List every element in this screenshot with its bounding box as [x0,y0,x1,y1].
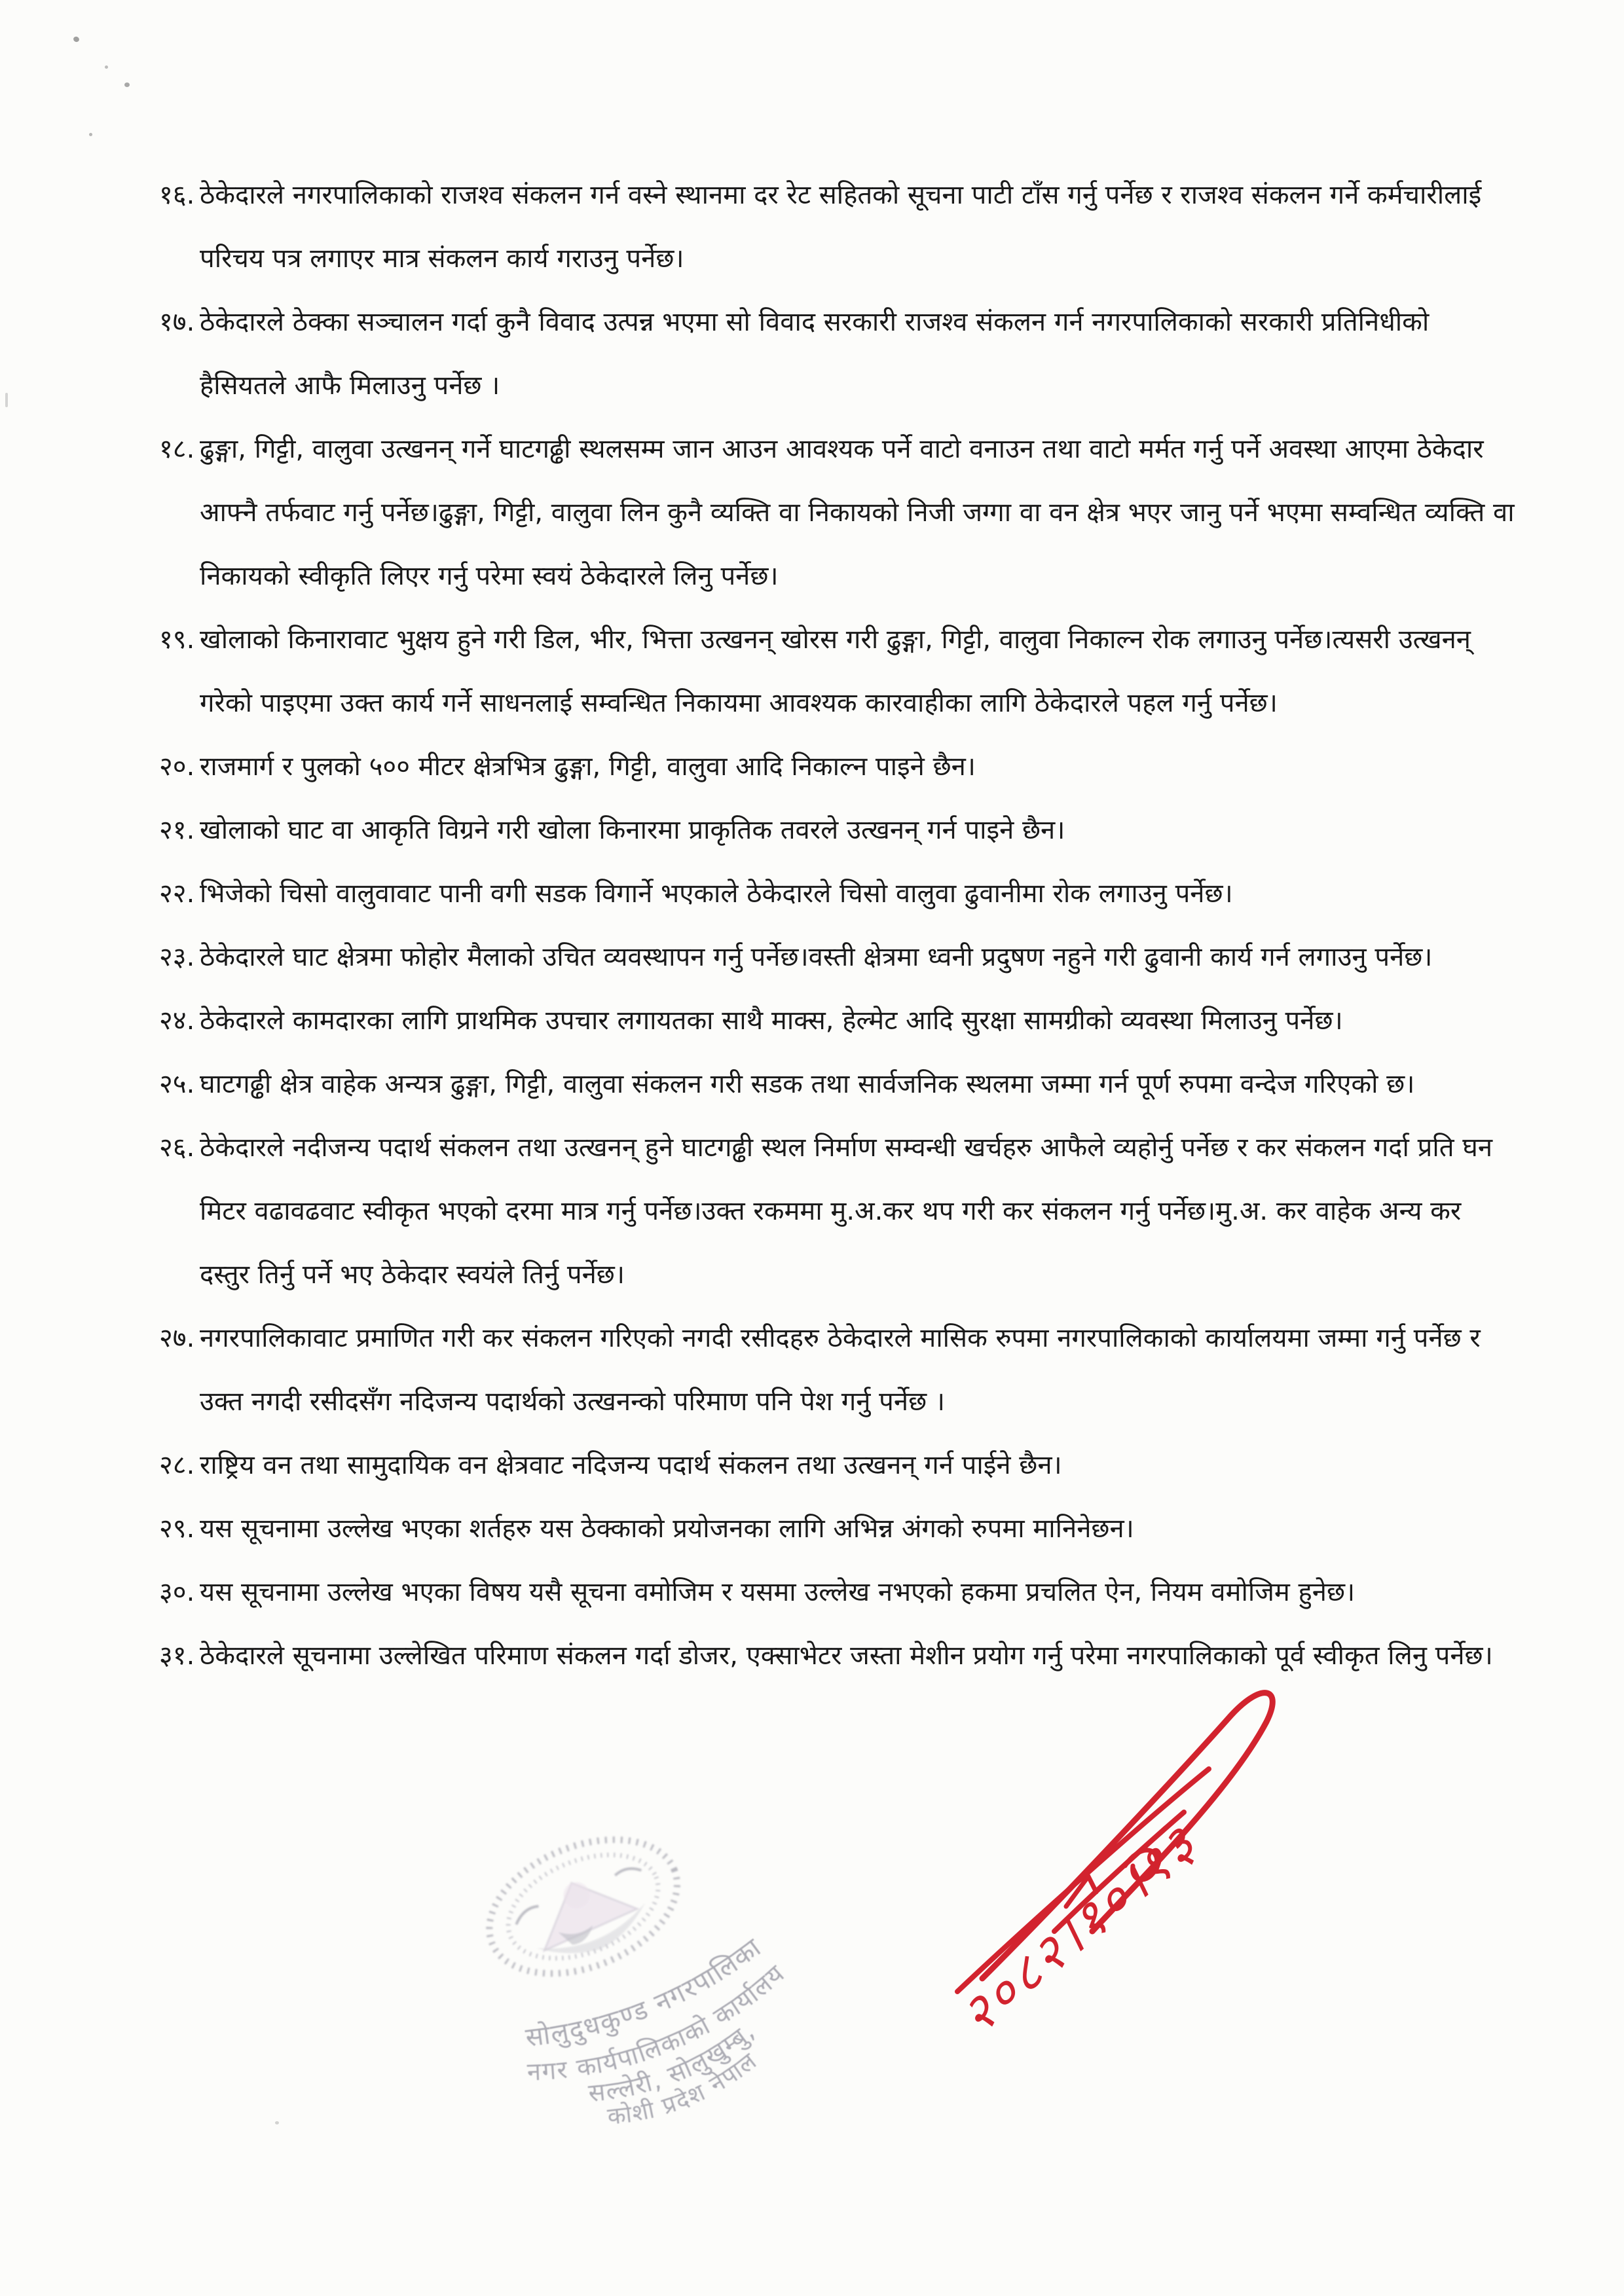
signature-block [917,1650,1297,2069]
item-text: खोलाको किनारावाट भुक्षय हुने गरी डिल, भीर, भित्ता उत्खनन् खोरस गरी ढुङ्गा, गिट्टी, वालुवा निकाल्न रोक लगाउनु पर्नेछ।त्यसरी उत्खनन् गरेको पाइएमा उक्त कार्य गर्ने साधनलाई सम्वन्धित निकायमा आवश्यक कारवाहीका लागि ठेकेदारले पहल गर्नु पर्नेछ। [200,625,1471,718]
scan-speck [73,35,81,43]
item-text: भिजेको चिसो वालुवावाट पानी वगी सडक विगार्ने भएकाले ठेकेदारले चिसो वालुवा ढुवानीमा रोक लगाउनु पर्नेछ। [200,879,1233,909]
item-number: १९. [159,625,195,655]
item-text: यस सूचनामा उल्लेख भएका विषय यसै सूचना वमोजिम र यसमा उल्लेख नभएको हकमा प्रचलित ऐन, नियम वमोजिम हुनेछ। [200,1577,1356,1607]
item-text: ठेकेदारले कामदारका लागि प्राथमिक उपचार लगायतका साथै माक्स, हेल्मेट आदि सुरक्षा सामग्रीको व्यवस्था मिलाउनु पर्नेछ। [200,1006,1343,1036]
scan-speck [89,133,92,136]
scan-speck [105,65,108,69]
item-number: २७. [159,1323,195,1353]
list-item [159,164,1516,291]
stamp-arc-text: नगर कार्यपालिकाको कार्यालय [526,1958,791,2086]
item-number: २१. [159,815,195,845]
item-text: ठेकेदारले घाट क्षेत्रमा फोहोर मैलाको उचित व्यवस्थापन गर्नु पर्नेछ।वस्ती क्षेत्रमा ध्वनी प्रदुषण नहुने गरी ढुवानी कार्य गर्न लगाउनु पर्नेछ। [200,942,1433,972]
item-text: खोलाको घाट वा आकृति विग्रने गरी खोला किनारमा प्राकृतिक तवरले उत्खनन् गर्न पाइने छैन। [200,815,1065,845]
list-item [159,926,1516,989]
item-number: १६. [159,180,195,210]
item-number: २९. [159,1514,195,1544]
list-item [159,1116,1516,1307]
item-text: राष्ट्रिय वन तथा सामुदायिक वन क्षेत्रवाट नदिजन्य पदार्थ संकलन तथा उत्खनन् गर्न पाईने छैन। [200,1450,1062,1480]
item-text: ठेकेदारले नगरपालिकाको राजश्व संकलन गर्न वस्ने स्थानमा दर रेट सहितको सूचना पाटी टाँस गर्नु पर्नेछ र राजश्व संकलन गर्ने कर्मचारीलाई परिचय पत्र लगाएर मात्र संकलन कार्य गराउनु पर्नेछ। [200,180,1482,274]
list-item [159,1053,1516,1116]
terms-list [159,164,1516,1688]
list-item [159,862,1516,926]
list-item [159,799,1516,862]
item-number: २३. [159,942,195,972]
scan-speck [5,393,8,407]
list-item [159,989,1516,1053]
list-item [159,1307,1516,1434]
item-number: २२. [159,879,195,909]
item-number: २६. [159,1133,195,1163]
official-stamp [399,1755,884,2225]
item-text: घाटगढ्ढी क्षेत्र वाहेक अन्यत्र ढुङ्गा, गिट्टी, वालुवा संकलन गरी सडक तथा सार्वजनिक स्थलमा जम्मा गर्न पूर्ण रुपमा वन्देज गरिएको छ। [200,1069,1415,1099]
list-item [159,1497,1516,1561]
stamp-arc-text: कोशी प्रदेश नेपाल [606,2047,763,2131]
list-item [159,735,1516,799]
list-item [159,291,1516,418]
list-item [159,1434,1516,1497]
item-number: ३०. [159,1577,195,1607]
stamp-graphic [399,1755,884,2225]
scan-speck [275,2121,279,2124]
item-text: यस सूचनामा उल्लेख भएका शर्तहरु यस ठेक्काको प्रयोजनका लागि अभिन्न अंगको रुपमा मानिनेछन। [200,1514,1134,1544]
stamp-emblem-icon [470,1814,697,1999]
item-text: ठेकेदारले सूचनामा उल्लेखित परिमाण संकलन गर्दा डोजर, एक्साभेटर जस्ता मेशीन प्रयोग गर्नु परेमा नगरपालिकाको पूर्व स्वीकृत लिनु पर्नेछ। [200,1641,1493,1671]
scan-speck [124,82,130,87]
signature-scribble-icon [917,1650,1297,2069]
signature-date: २०८२।१०।१३ [950,1813,1211,2046]
stamp-arc-text: सोलुदुधकुण्ड नगरपालिका [523,1932,767,2053]
item-number: २५. [159,1069,195,1099]
list-item [159,1561,1516,1624]
item-number: २४. [159,1006,195,1036]
item-number: १८. [159,434,195,464]
item-number: २०. [159,752,195,782]
item-number: २८. [159,1450,195,1480]
list-item [159,608,1516,735]
item-text: राजमार्ग र पुलको ५०० मीटर क्षेत्रभित्र ढुङ्गा, गिट्टी, वालुवा आदि निकाल्न पाइने छैन। [200,752,976,782]
item-number: ३१. [159,1641,195,1671]
item-number: १७. [159,307,195,337]
stamp-arc-text: सल्लेरी, सोलुखुम्बु, [587,2016,761,2108]
item-text: ठेकेदारले नदीजन्य पदार्थ संकलन तथा उत्खनन् हुने घाटगढ्ढी स्थल निर्माण सम्वन्धी खर्चहरु आफैले व्यहोर्नु पर्नेछ र कर संकलन गर्दा प्रति घन मिटर वढावढवाट स्वीकृत भएको दरमा मात्र गर्नु पर्नेछ।उक्त रकममा मु.अ.कर थप गरी कर संकलन गर्नु पर्नेछ।मु.अ. कर वाहेक अन्य कर दस्तुर तिर्नु पर्ने भए ठेकेदार स्वयंले तिर्नु पर्नेछ। [200,1133,1493,1290]
item-text: ढुङ्गा, गिट्टी, वालुवा उत्खनन् गर्ने घाटगढ्ढी स्थलसम्म जान आउन आवश्यक पर्ने वाटो वनाउन तथा वाटो मर्मत गर्नु पर्ने अवस्था आएमा ठेकेदार आफ्नै तर्फवाट गर्नु पर्नेछ।ढुङ्गा, गिट्टी, वालुवा लिन कुनै व्यक्ति वा निकायको निजी जग्गा वा वन क्षेत्र भएर जानु पर्ने भएमा सम्वन्धित व्यक्ति वा निकायको स्वीकृति लिएर गर्नु परेमा स्वयं ठेकेदारले लिनु पर्नेछ। [200,434,1515,591]
list-item [159,418,1516,608]
item-text: नगरपालिकावाट प्रमाणित गरी कर संकलन गरिएको नगदी रसीदहरु ठेकेदारले मासिक रुपमा नगरपालिकाको कार्यालयमा जम्मा गर्नु पर्नेछ र उक्त नगदी रसीदसँग नदिजन्य पदार्थको उत्खनन्को परिमाण पनि पेश गर्नु पर्नेछ । [200,1323,1481,1417]
item-text: ठेकेदारले ठेक्का सञ्चालन गर्दा कुनै विवाद उत्पन्न भएमा सो विवाद सरकारी राजश्व संकलन गर्न नगरपालिकाको सरकारी प्रतिनिधीको हैसियतले आफै मिलाउनु पर्नेछ । [200,307,1430,401]
list-item [159,1624,1516,1688]
